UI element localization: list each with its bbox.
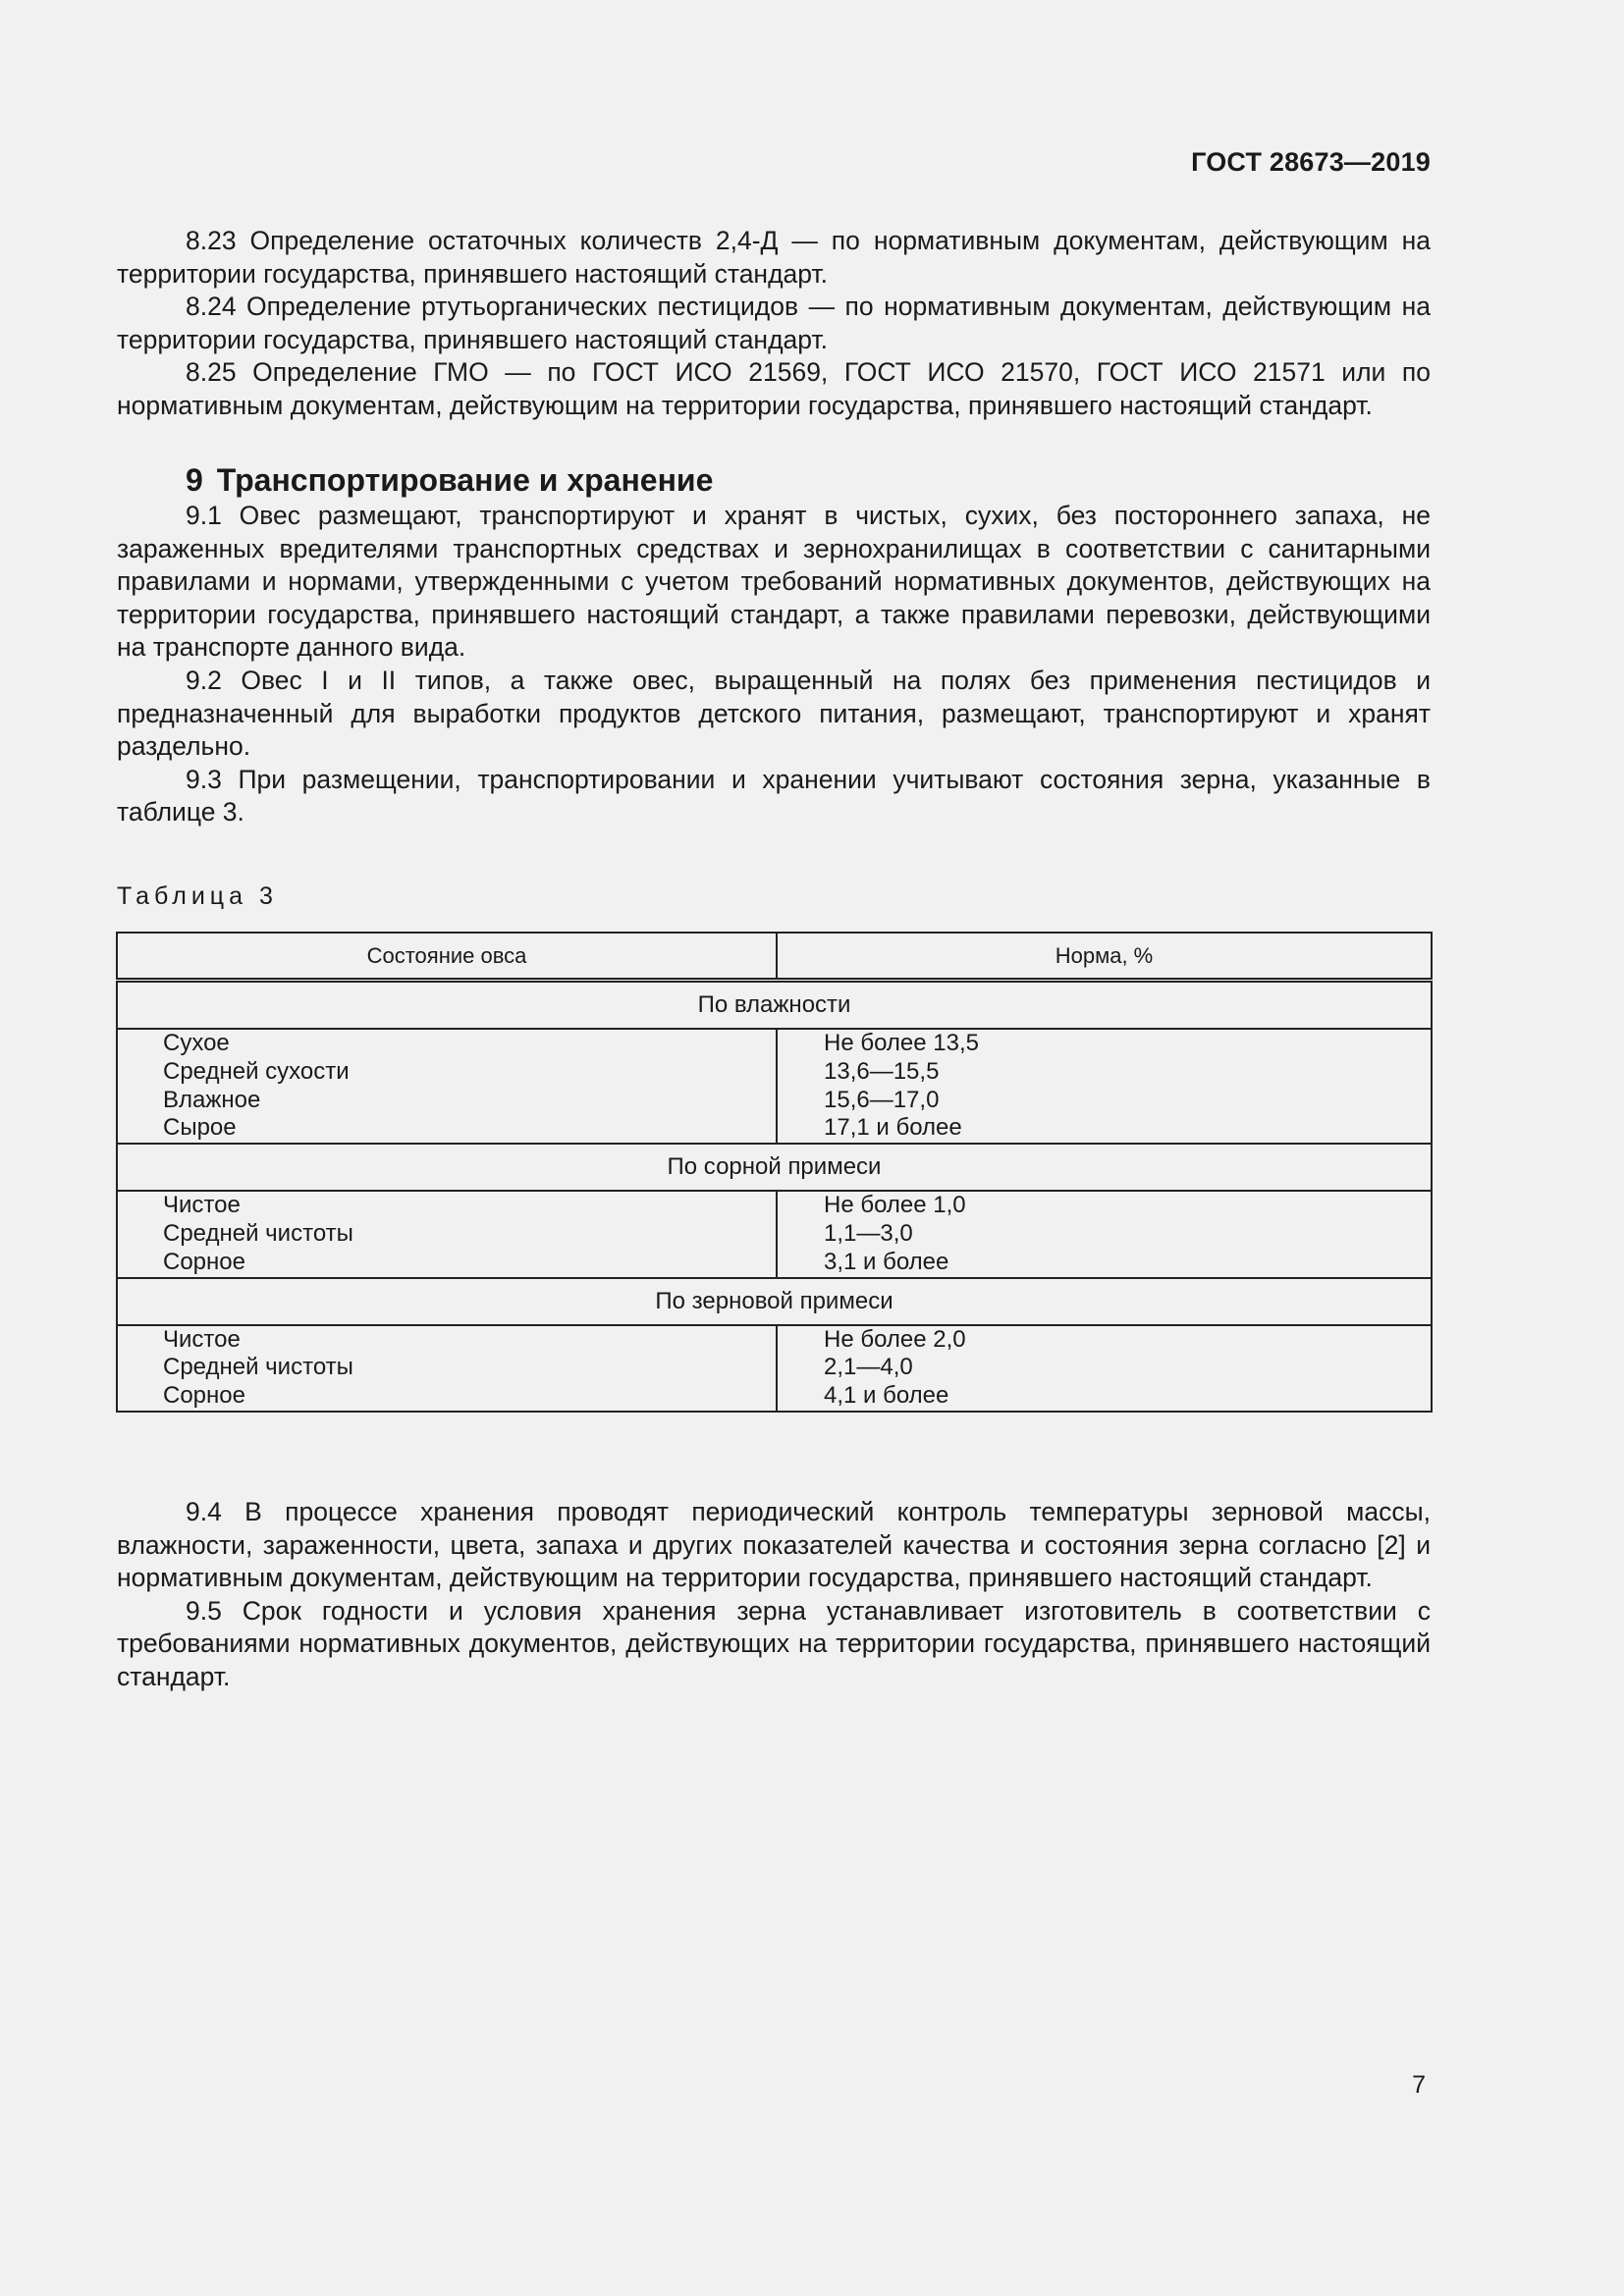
paragraph-block-9-cont <box>117 1496 1431 1694</box>
state-label: Средней чистоты <box>163 1219 353 1247</box>
norm-cell <box>777 1029 1432 1144</box>
norm-value: Не более 13,5 <box>824 1030 979 1056</box>
norm-value: 13,6—15,5 <box>824 1057 940 1085</box>
group-title: По зерновой примеси <box>117 1278 1432 1325</box>
column-header-norm: Норма, % <box>777 933 1432 981</box>
values-row-moisture <box>117 1029 1432 1144</box>
state-label: Средней чистоты <box>163 1354 353 1381</box>
state-label: Чистое <box>163 1325 241 1353</box>
state-cell <box>117 1191 777 1277</box>
state-label: Сухое <box>163 1030 230 1056</box>
group-row-weed-impurity <box>117 1144 1432 1191</box>
norm-value: Не более 2,0 <box>824 1325 966 1353</box>
group-row-grain-impurity <box>117 1278 1432 1325</box>
page-number: 7 <box>1412 2071 1426 2099</box>
norm-value: 4,1 и более <box>824 1382 949 1410</box>
norm-value: 2,1—4,0 <box>824 1354 913 1381</box>
norm-cell <box>777 1191 1432 1277</box>
paragraph-8-24: 8.24 Определение ртутьорганических пестицидов — по нормативным документам, действующим на территории государства, принявшего настоящий стандарт. <box>117 292 1431 354</box>
norm-cell <box>777 1325 1432 1412</box>
group-row-moisture <box>117 981 1432 1030</box>
section-heading <box>186 462 713 499</box>
paragraph-block-8 <box>117 225 1431 423</box>
paragraph-9-1: 9.1 Овес размещают, транспортируют и хранят в чистых, сухих, без постороннего запаха, не зараженных вредителями транспортных средствах и зернохранилищах в соответствии с санитарными правилами и нормами, утвержденными с учетом требований нормативных документов, действующих на территории государства, принявшего настоящий стандарт, а также правилами перевозки, действующими на транспорте данного вида. <box>117 501 1431 663</box>
document-code: ГОСТ 28673—2019 <box>1191 147 1431 177</box>
state-label: Чистое <box>163 1192 241 1219</box>
state-label: Сорное <box>163 1248 245 1275</box>
group-title: По влажности <box>117 981 1432 1030</box>
paragraph-9-5: 9.5 Срок годности и условия хранения зерна устанавливает изготовитель в соответствии с требованиями нормативных документов, действующих на территории государства, принявшего настоящий стандарт. <box>117 1595 1431 1691</box>
state-cell <box>117 1029 777 1144</box>
paragraph-block-9 <box>117 500 1431 829</box>
norm-value: 15,6—17,0 <box>824 1086 940 1113</box>
paragraph-9-2: 9.2 Овес I и II типов, а также овес, выращенный на полях без применения пестицидов и предназначенный для выработки продуктов детского питания, размещают, транспортируют и хранят раздельно. <box>117 665 1431 762</box>
norm-value: Не более 1,0 <box>824 1192 966 1219</box>
values-row-grain-impurity <box>117 1325 1432 1412</box>
table-header-row <box>117 933 1432 981</box>
table-caption: Таблица 3 <box>117 882 278 910</box>
paragraph-9-4: 9.4 В процессе хранения проводят периодический контроль температуры зерновой массы, влажности, зараженности, цвета, запаха и других показателей качества и состояния зерна согласно [2] и нормативным документам, действующим на территории государства, принявшего настоящий стандарт. <box>117 1497 1431 1593</box>
norm-value: 3,1 и более <box>824 1248 949 1275</box>
section-number: 9 <box>186 462 203 498</box>
paragraph-9-3: 9.3 При размещении, транспортировании и хранении учитывают состояния зерна, указанные в таблице 3. <box>117 764 1431 828</box>
state-cell <box>117 1325 777 1412</box>
norm-value: 17,1 и более <box>824 1114 962 1142</box>
state-label: Сырое <box>163 1114 237 1142</box>
grain-state-table <box>116 932 1433 1413</box>
state-label: Средней сухости <box>163 1057 350 1085</box>
paragraph-8-25: 8.25 Определение ГМО — по ГОСТ ИСО 21569, ГОСТ ИСО 21570, ГОСТ ИСО 21571 или по нормативным документам, действующим на территории государства, принявшего настоящий стандарт. <box>117 357 1431 420</box>
group-title: По сорной примеси <box>117 1144 1432 1191</box>
state-label: Сорное <box>163 1382 245 1410</box>
column-header-state: Состояние овса <box>117 933 777 981</box>
norm-value: 1,1—3,0 <box>824 1219 913 1247</box>
section-title: Транспортирование и хранение <box>216 462 714 498</box>
state-label: Влажное <box>163 1086 261 1113</box>
values-row-weed-impurity <box>117 1191 1432 1277</box>
paragraph-8-23: 8.23 Определение остаточных количеств 2,4-Д — по нормативным документам, действующим на территории государства, принявшего настоящий стандарт. <box>117 226 1431 289</box>
